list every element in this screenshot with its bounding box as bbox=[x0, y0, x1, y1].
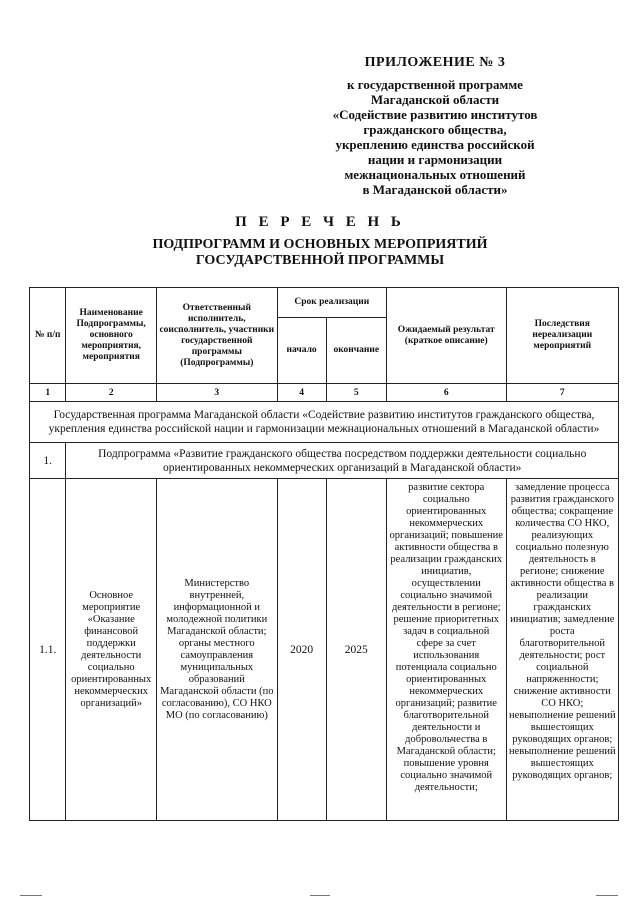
column-number-row bbox=[30, 384, 619, 402]
column-number: 2 bbox=[66, 384, 157, 402]
header-consequences: Последствия нереализации мероприятий bbox=[506, 288, 618, 384]
column-number: 4 bbox=[277, 384, 326, 402]
header-start: начало bbox=[277, 318, 326, 384]
program-row bbox=[30, 402, 619, 443]
appendix-block bbox=[300, 55, 570, 197]
subprogram-title: Подпрограмма «Развитие гражданского общества посредством поддержки деятельности социально ориентированных некоммерческих организаций в Магаданской области» bbox=[66, 443, 619, 479]
footer-rule-left bbox=[20, 895, 42, 896]
column-number: 1 bbox=[30, 384, 66, 402]
header-name: Наименование Подпрограммы, основного мероприятия, мероприятия bbox=[66, 288, 157, 384]
header-result: Ожидаемый результат (краткое описание) bbox=[386, 288, 506, 384]
appendix-subtitle: к государственной программе Магаданской области «Содействие развитию институтов гражданского общества, укреплению единства российской нации и гармонизации межнациональных отношений в Магаданской области» bbox=[332, 77, 538, 197]
header-executor: Ответственный исполнитель, соисполнитель, участники государственной программы (Подпрограммы) bbox=[156, 288, 277, 384]
subprogram-row bbox=[30, 443, 619, 479]
row-executor: Министерство внутренней, информационной и молодежной политики Магаданской области; органы местного самоуправления муниципальных образований Магаданской области (по согласованию), СО НКО МО (по согласованию) bbox=[156, 479, 277, 821]
header-period: Срок реализации bbox=[277, 288, 386, 318]
program-title: Государственная программа Магаданской области «Содействие развитию институтов гражданского общества, укрепления единства российской нации и гармонизации межнациональных отношений в Магаданской области» bbox=[30, 402, 619, 443]
row-name: Основное мероприятие «Оказание финансовой поддержки деятельности социально ориентированных некоммерческих организаций» bbox=[66, 479, 157, 821]
title-line-2: ПОДПРОГРАММ И ОСНОВНЫХ МЕРОПРИЯТИЙ bbox=[152, 237, 488, 252]
measures-table bbox=[29, 287, 619, 821]
header-end: окончание bbox=[326, 318, 386, 384]
column-number: 6 bbox=[386, 384, 506, 402]
column-number: 3 bbox=[156, 384, 277, 402]
row-result: развитие сектора социально ориентированных некоммерческих организаций; повышение активности общества в реализации гражданских инициатив, осуществлении социально значимой деятельности в регионе; решение приоритетных задач в социальной сфере за счет использования потенциала социально ориентированных некоммерческих организаций; развитие благотворительной деятельности и добровольчества в Магаданской области; повышение уровня социально значимой деятельности; bbox=[386, 479, 506, 821]
row-num: 1.1. bbox=[30, 479, 66, 821]
title-line-3: ГОСУДАРСТВЕННОЙ ПРОГРАММЫ bbox=[195, 253, 445, 268]
header-num: № п/п bbox=[30, 288, 66, 384]
row-start: 2020 bbox=[277, 479, 326, 821]
footer-rule-right bbox=[596, 895, 618, 896]
subprogram-num: 1. bbox=[30, 443, 66, 479]
column-number: 5 bbox=[326, 384, 386, 402]
column-number: 7 bbox=[506, 384, 618, 402]
header-row-1 bbox=[30, 288, 619, 318]
document-title bbox=[0, 214, 640, 269]
table-row bbox=[30, 479, 619, 821]
row-consequences: замедление процесса развития гражданского общества; сокращение количества СО НКО, реализующих социально полезную деятельность в регионе; снижение активности общества в реализации гражданских инициатив; замедление роста благотворительной деятельности; рост социальной напряженности; снижение активности СО НКО; невыполнение решений вышестоящих руководящих органов; невыполнение решений вышестоящих руководящих органов; bbox=[506, 479, 618, 821]
row-end: 2025 bbox=[326, 479, 386, 821]
appendix-title: ПРИЛОЖЕНИЕ № 3 bbox=[364, 55, 506, 70]
title-perechen: П Е Р Е Ч Е Н Ь bbox=[235, 214, 405, 230]
footer-rule-center bbox=[310, 895, 330, 896]
